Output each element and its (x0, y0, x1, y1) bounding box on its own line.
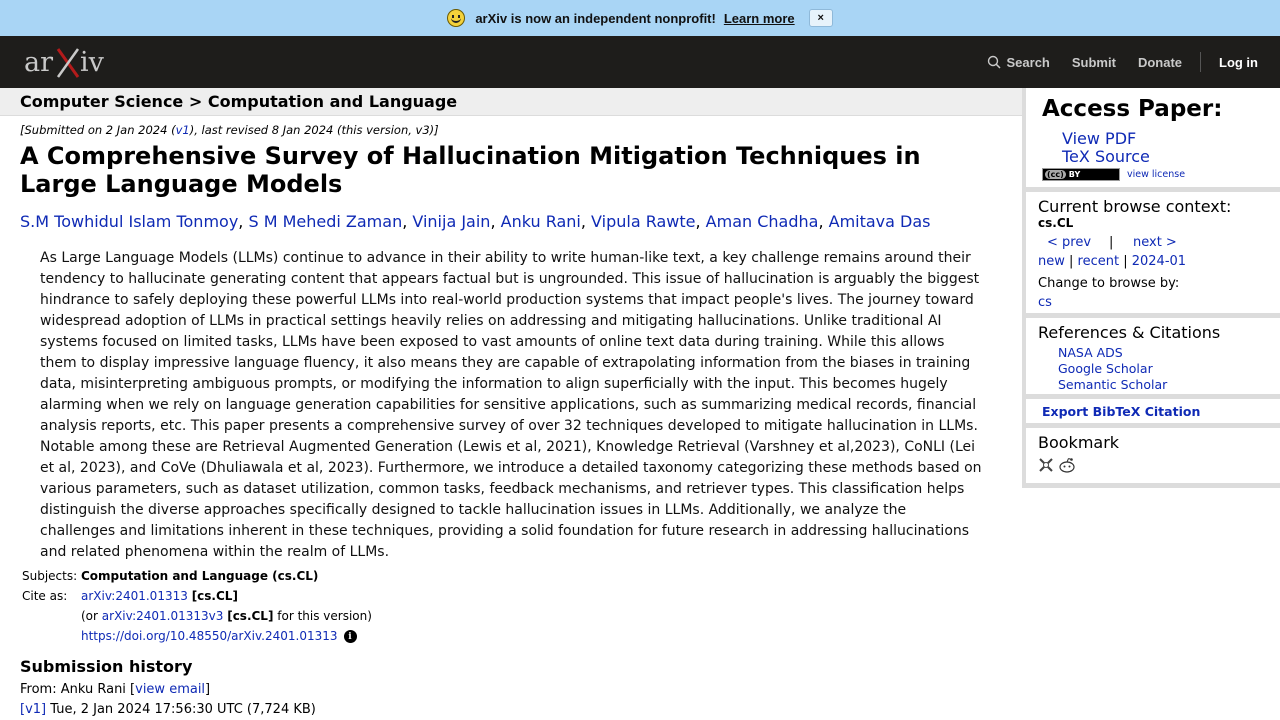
bibsonomy-icon[interactable] (1038, 457, 1054, 473)
version-row (22, 606, 372, 626)
doi-link[interactable]: https://doi.org/10.48550/arXiv.2401.01313 (81, 629, 338, 643)
login-link[interactable]: Log in (1219, 54, 1258, 70)
search-icon (987, 55, 1001, 69)
bibtex-box (1026, 399, 1280, 423)
author-link[interactable]: Vipula Rawte (591, 212, 696, 231)
search-label: Search (1006, 54, 1050, 70)
recent-link[interactable]: recent (1077, 254, 1120, 269)
author-link[interactable]: Anku Rani (500, 212, 581, 231)
by-label: BY (1068, 170, 1081, 179)
author-link[interactable]: Vinija Jain (412, 212, 491, 231)
site-header (0, 36, 1280, 88)
paper-title: A Comprehensive Survey of Hallucination Mitigation Techniques in Large Language Models (20, 142, 921, 198)
author-separator: , (490, 212, 501, 231)
link-separator: | (1119, 254, 1132, 269)
logo-left-text: ar (24, 47, 54, 78)
history-v1 (20, 702, 316, 717)
logo-right-text: iv (80, 47, 104, 78)
nav-divider (1200, 52, 1201, 72)
cite-category: [cs.CL] (191, 589, 238, 603)
prev-link[interactable]: < prev (1047, 235, 1092, 250)
from-prefix: From: Anku Rani [ (20, 682, 136, 697)
subjects-value: Computation and Language (cs.CL) (81, 569, 319, 583)
reddit-icon[interactable] (1058, 457, 1076, 473)
cs-link[interactable]: cs (1038, 295, 1052, 310)
cc-license-badge[interactable] (1042, 168, 1120, 181)
announcement-banner (0, 0, 1280, 36)
history-v1-text: Tue, 2 Jan 2024 17:56:30 UTC (7,724 KB) (46, 702, 316, 717)
access-paper-title: Access Paper: (1042, 96, 1223, 122)
month-link[interactable]: 2024-01 (1131, 254, 1187, 269)
info-icon[interactable]: i (344, 630, 357, 643)
browse-context-title: Current browse context: (1038, 197, 1232, 216)
bookmark-icons (1038, 457, 1080, 473)
smiley-icon (447, 9, 465, 27)
cc-label: (cc) (1047, 170, 1064, 179)
author-separator: , (818, 212, 829, 231)
view-pdf-link[interactable]: View PDF (1062, 129, 1137, 148)
v1-link[interactable]: v1 (175, 123, 190, 137)
donate-link[interactable]: Donate (1137, 54, 1182, 70)
cite-label: Cite as: (22, 589, 68, 603)
nasa-ads-link[interactable]: NASA ADS (1058, 345, 1123, 360)
next-link[interactable]: next > (1133, 235, 1177, 250)
author-separator: , (238, 212, 249, 231)
browse-context-box (1026, 192, 1280, 313)
prev-next-divider: | (1109, 235, 1114, 250)
references-box (1026, 318, 1280, 394)
author-separator: , (580, 212, 592, 231)
subjects-row (22, 566, 372, 586)
browse-context-category: cs.CL (1038, 216, 1074, 230)
banner-message: arXiv is now an independent nonprofit! (475, 10, 716, 26)
doi-row (22, 626, 372, 646)
cite-id-link[interactable]: arXiv:2401.01313 (81, 589, 188, 603)
arxiv-logo[interactable] (22, 42, 114, 82)
tex-source-link[interactable]: TeX Source (1062, 147, 1150, 166)
submission-history-title: Submission history (20, 657, 193, 676)
breadcrumb[interactable]: Computer Science > Computation and Language (20, 92, 458, 111)
search-button[interactable] (987, 55, 1050, 70)
version-suffix: for this version) (273, 609, 372, 623)
bookmark-title: Bookmark (1038, 433, 1120, 452)
new-link[interactable]: new (1038, 254, 1065, 269)
author-link[interactable]: S.M Towhidul Islam Tonmoy (20, 212, 239, 231)
google-scholar-link[interactable]: Google Scholar (1058, 361, 1153, 376)
close-icon[interactable]: × (809, 9, 833, 27)
references-title: References & Citations (1038, 323, 1221, 342)
bookmark-box (1026, 428, 1280, 483)
submit-link[interactable]: Submit (1071, 54, 1116, 70)
access-paper-box (1026, 88, 1280, 187)
breadcrumb-bar (0, 88, 1022, 116)
learn-more-link[interactable]: Learn more (723, 10, 795, 26)
submitted-suffix: ), last revised 8 Jan 2024 (this version, v3)] (189, 123, 439, 137)
cite-row (22, 586, 372, 606)
author-link[interactable]: Amitava Das (828, 212, 931, 231)
author-link[interactable]: Aman Chadha (705, 212, 819, 231)
submission-dates (20, 123, 439, 137)
author-separator: , (402, 212, 413, 231)
metadata-table (22, 566, 372, 646)
version-id-link[interactable]: arXiv:2401.01313v3 (101, 609, 224, 623)
view-license-link[interactable]: view license (1127, 169, 1186, 180)
author-link[interactable]: S M Mehedi Zaman (248, 212, 403, 231)
or-prefix: (or (81, 609, 102, 623)
submitted-prefix: [Submitted on 2 Jan 2024 ( (20, 123, 176, 137)
link-separator: | (1064, 254, 1078, 269)
author-list (20, 212, 931, 231)
export-bibtex-link[interactable]: Export BibTeX Citation (1042, 404, 1201, 419)
history-v1-link[interactable]: [v1] (20, 702, 47, 717)
version-category: [cs.CL] (227, 609, 274, 623)
submission-from (20, 682, 210, 697)
author-separator: , (695, 212, 706, 231)
abstract: As Large Language Models (LLMs) continue to advance in their ability to write human-like text, a key challenge remains around their tendency to hallucinate generating content that appears factual but is ungrounded. This issue of hallucination is arguably the biggest hindrance to safely deploying these powerful LLMs into real-world production systems that impact people's lives. The journey toward widespread adoption of LLMs in practical settings heavily relies on addressing and mitigating hallucinations. Unlike traditional AI systems focused on limited tasks, LLMs have been exposed to vast amounts of online text data during training. While this allows them to display impressive language fluency, it also means they are capable of extrapolating information from the biases in training data, misinterpreting ambiguous prompts, or modifying the information to align superficially with the input. This becomes hugely alarming when we rely on language generation capabilities for sensitive applications, such as summarizing medical records, financial analysis reports, etc. This paper presents a comprehensive survey of over 32 techniques developed to mitigate hallucination in LLMs. Notable among these are Retrieval Augmented Generation (Lewis et al, 2021), Knowledge Retrieval (Varshney et al,2023), CoNLI (Lei et al, 2023), and CoVe (Dhuliawala et al, 2023). Furthermore, we introduce a detailed taxonomy categorizing these methods based on various parameters, such as dataset utilization, common tasks, feedback mechanisms, and retriever types. This classification helps distinguish the diverse approaches specifically designed to tackle hallucination issues in LLMs. Additionally, we analyze the challenges and limitations inherent in these techniques, providing a solid foundation for future research in addressing hallucinations and related phenomena within the realm of LLMs. (40, 250, 982, 560)
semantic-scholar-link[interactable]: Semantic Scholar (1058, 377, 1168, 392)
change-browse-label: Change to browse by: (1038, 276, 1180, 291)
view-email-link[interactable]: view email (135, 682, 206, 697)
sidebar (1022, 88, 1280, 488)
header-nav (965, 36, 1259, 88)
browse-links (1038, 254, 1186, 269)
from-suffix: ] (205, 682, 211, 697)
subjects-label: Subjects: (22, 569, 78, 583)
